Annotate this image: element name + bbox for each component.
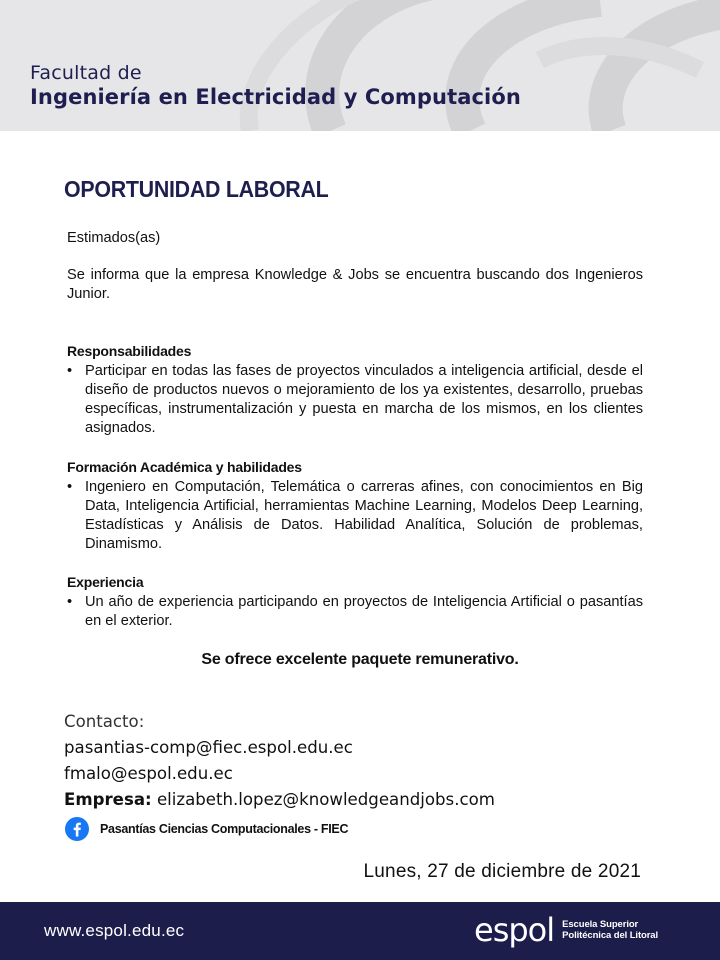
header-banner	[0, 0, 720, 131]
bullet-experience	[67, 593, 643, 631]
intro-paragraph: Se informa que la empresa Knowledge & Jobs se encuentra buscando dos Ingenieros Junior.	[67, 267, 643, 302]
bullet-symbol: •	[67, 479, 73, 495]
website-link[interactable]: www.espol.edu.ec	[44, 921, 185, 940]
facebook-page-link[interactable]	[65, 817, 348, 841]
section-heading-responsibilities: Responsabilidades	[67, 343, 192, 359]
logo-subtitle-line2: Politécnica del Litoral	[562, 930, 659, 941]
footer-bar	[0, 902, 720, 960]
faculty-line2: Ingeniería en Electricidad y Computación	[30, 85, 521, 109]
publication-date: Lunes, 27 de diciembre de 2021	[363, 861, 641, 882]
bullet-text: Ingeniero en Computación, Telemática o carreras afines, con conocimientos en Big Data, Inteligencia Artificial, herramientas Machine Learning, Modelos Deep Learning, Estadísticas y Análisis de Datos. Habilidad Analítica, Solución de problemas, Dinamismo.	[85, 479, 643, 552]
offer-statement: Se ofrece excelente paquete remunerativo.	[201, 651, 519, 668]
logo-subtitle	[562, 919, 658, 941]
facebook-page-name: Pasantías Ciencias Computacionales - FIEC	[100, 822, 349, 836]
contact-email-espol[interactable]: fmalo@espol.edu.ec	[64, 764, 233, 783]
logo-subtitle-line1: Escuela Superior	[562, 919, 639, 930]
bullet-symbol: •	[67, 594, 73, 610]
section-heading-education: Formación Académica y habilidades	[67, 459, 302, 475]
company-label: Empresa:	[64, 790, 152, 809]
bullet-text: Participar en todas las fases de proyectos vinculados a inteligencia artificial, desde el diseño de productos nuevos o mejoramiento de los ya existentes, desarrollo, pruebas específicas, instrumentalización y puesta en marcha de los mismos, en los clientes asignados.	[85, 363, 643, 436]
greeting: Estimados(as)	[67, 230, 161, 246]
section-heading-experience: Experiencia	[67, 574, 144, 590]
faculty-line1: Facultad de	[30, 62, 142, 84]
company-email[interactable]: elizabeth.lopez@knowledgeandjobs.com	[156, 790, 495, 809]
facebook-icon	[65, 817, 89, 841]
bullet-education	[67, 478, 643, 554]
faculty-name	[30, 62, 521, 110]
bullet-text: Un año de experiencia participando en proyectos de Inteligencia Artificial o pasantías en el exterior.	[85, 594, 643, 629]
bullet-responsibilities	[67, 362, 643, 438]
company-contact	[64, 788, 495, 812]
espol-logo	[474, 910, 658, 950]
bullet-symbol: •	[67, 363, 73, 379]
contact-label: Contacto:	[64, 712, 145, 731]
page-title: OPORTUNIDAD LABORAL	[64, 176, 329, 202]
contact-email-fiec[interactable]: pasantias-comp@fiec.espol.edu.ec	[64, 738, 353, 757]
logo-wordmark: espol	[474, 911, 555, 949]
